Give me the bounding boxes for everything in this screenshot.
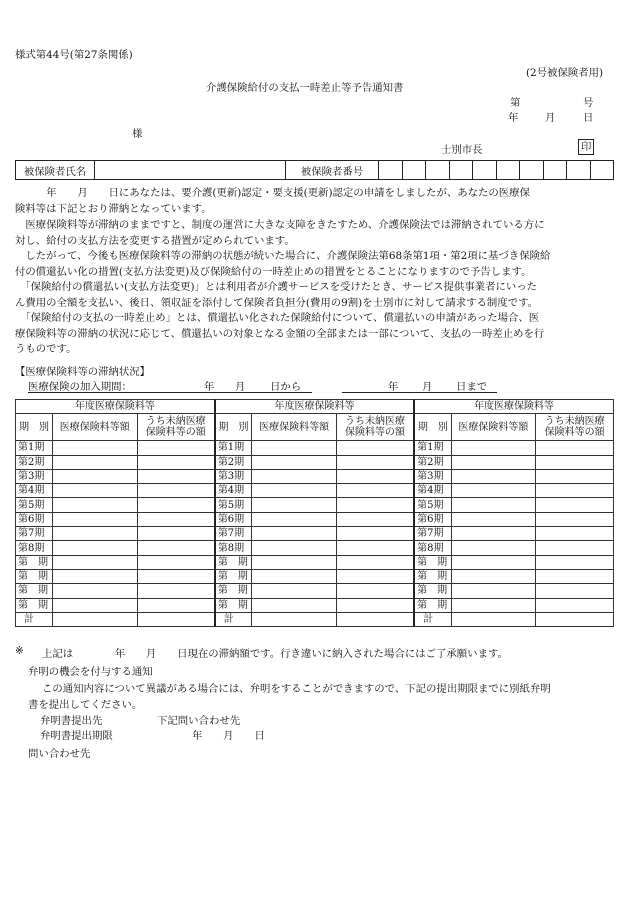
period-cell: 第6期 bbox=[414, 512, 451, 526]
paragraph-5-line-1: 「保険給付の支払の一時差止め」とは、償還払い化された保険給付について、償還払いの申請があった場合、医 bbox=[15, 312, 540, 324]
unpaid-cell[interactable] bbox=[536, 455, 614, 469]
period-cell: 第7期 bbox=[215, 527, 252, 541]
enrollment-period-label: 医療保険の加入期間： bbox=[28, 381, 132, 393]
period-cell: 第8期 bbox=[215, 541, 252, 555]
period-cell: 第 期 bbox=[215, 569, 252, 583]
period-cell: 第 期 bbox=[414, 598, 451, 612]
amount-cell[interactable] bbox=[451, 469, 536, 483]
paragraph-1-line-1: 年 月 日にあなたは、要介護(更新)認定・要支援(更新)認定の申請をしましたが、あなたの医療保 bbox=[15, 187, 530, 199]
arrears-row bbox=[16, 484, 614, 498]
submit-to-value: 下記問い合わせ先 bbox=[157, 715, 241, 727]
amount-cell[interactable] bbox=[52, 498, 137, 512]
unpaid-cell[interactable] bbox=[336, 584, 414, 598]
paragraph-4 bbox=[15, 280, 615, 311]
hearing-notice-text-2: 書を提出してください。 bbox=[28, 699, 143, 711]
unpaid-cell[interactable] bbox=[137, 555, 215, 569]
paragraph-5-line-2: 療保険料等の滞納の状況に応じて、償還払いの対象となる金額の全部または一部について、支払の一時差止めを行 bbox=[15, 327, 545, 340]
amount-cell[interactable] bbox=[52, 484, 137, 498]
total-amount-2[interactable] bbox=[252, 612, 337, 626]
paragraph-4-line-1: 「保険給付の償還払い(支払方法変更)」とは利用者が介護サービスを受けたとき、サービス提供事業者にいった bbox=[15, 281, 538, 293]
total-unpaid-2[interactable] bbox=[336, 612, 414, 626]
unpaid-cell[interactable] bbox=[137, 541, 215, 555]
unpaid-cell[interactable] bbox=[336, 541, 414, 555]
paragraph-4-line-2: ん費用の全額を支払い、後日、領収証を添付して保険者負担分(費用の9割)を士別市に対して請求する制度です。 bbox=[15, 296, 539, 309]
amount-cell[interactable] bbox=[252, 484, 337, 498]
amount-cell[interactable] bbox=[252, 469, 337, 483]
fiscal-year-group-3: 年度医療保険料等 bbox=[414, 400, 613, 414]
amount-cell[interactable] bbox=[252, 598, 337, 612]
unpaid-cell[interactable] bbox=[137, 484, 215, 498]
total-label-3: 計 bbox=[414, 612, 451, 626]
insured-info-table bbox=[15, 160, 614, 180]
insured-number-box-7[interactable] bbox=[520, 161, 544, 180]
doc-number-suffix: 号 bbox=[583, 97, 594, 109]
unpaid-cell[interactable] bbox=[536, 527, 614, 541]
arrears-row bbox=[16, 469, 614, 483]
paragraph-3 bbox=[15, 249, 615, 280]
unpaid-cell[interactable] bbox=[536, 584, 614, 598]
insured-number-box-10[interactable] bbox=[590, 161, 614, 180]
note-mark: ※ bbox=[15, 645, 24, 657]
col-period-1: 期 別 bbox=[16, 414, 53, 441]
insured-number-label: 被保険者番号 bbox=[286, 161, 379, 180]
unpaid-cell[interactable] bbox=[336, 555, 414, 569]
unpaid-cell[interactable] bbox=[536, 469, 614, 483]
arrears-row bbox=[16, 455, 614, 469]
arrears-row bbox=[16, 584, 614, 598]
paragraph-5-line-3: うものです。 bbox=[15, 343, 77, 355]
amount-cell[interactable] bbox=[52, 584, 137, 598]
amount-cell[interactable] bbox=[52, 455, 137, 469]
period-cell: 第 期 bbox=[16, 555, 53, 569]
period-cell: 第4期 bbox=[215, 484, 252, 498]
recipient-honorific: 様 bbox=[132, 128, 143, 140]
period-cell: 第5期 bbox=[414, 498, 451, 512]
deadline-value: 年 月 日 bbox=[192, 730, 265, 742]
period-cell: 第3期 bbox=[16, 469, 53, 483]
period-cell: 第3期 bbox=[414, 469, 451, 483]
arrears-table bbox=[15, 399, 614, 627]
hearing-notice-title: 弁明の機会を付与する通知 bbox=[28, 666, 153, 678]
insured-name-field[interactable] bbox=[95, 161, 286, 180]
unpaid-cell[interactable] bbox=[137, 469, 215, 483]
unpaid-cell[interactable] bbox=[336, 569, 414, 583]
period-cell: 第 期 bbox=[16, 569, 53, 583]
period-cell: 第6期 bbox=[16, 512, 53, 526]
col-amount-1: 医療保険料等額 bbox=[52, 414, 137, 441]
arrears-group-header-row bbox=[16, 400, 614, 414]
col-unpaid-3-line-2: 保険料等の額 bbox=[544, 427, 605, 439]
amount-cell[interactable] bbox=[451, 569, 536, 583]
period-to-month: 月 bbox=[422, 381, 433, 393]
amount-cell[interactable] bbox=[52, 512, 137, 526]
period-from-year: 年 bbox=[204, 381, 215, 393]
insured-number-box-8[interactable] bbox=[543, 161, 567, 180]
col-amount-2: 医療保険料等額 bbox=[252, 414, 337, 441]
period-cell: 第 期 bbox=[16, 598, 53, 612]
period-cell: 第5期 bbox=[16, 498, 53, 512]
issue-date-year: 年 bbox=[508, 112, 519, 124]
unpaid-cell[interactable] bbox=[536, 512, 614, 526]
amount-cell[interactable] bbox=[252, 527, 337, 541]
unpaid-cell[interactable] bbox=[336, 455, 414, 469]
unpaid-cell[interactable] bbox=[336, 469, 414, 483]
unpaid-cell[interactable] bbox=[137, 498, 215, 512]
arrears-section-title: 【医療保険料等の滞納状況】 bbox=[15, 366, 151, 378]
period-cell: 第 期 bbox=[16, 584, 53, 598]
contact-label: 問い合わせ先 bbox=[28, 748, 91, 760]
arrears-row bbox=[16, 541, 614, 555]
period-cell: 第2期 bbox=[414, 455, 451, 469]
period-cell: 第 期 bbox=[215, 598, 252, 612]
hearing-notice-text-1: この通知内容について異議がある場合には、弁明をすることができますので、下記の提出期限までに別紙弁明 bbox=[42, 683, 551, 695]
unpaid-cell[interactable] bbox=[137, 441, 215, 455]
amount-cell[interactable] bbox=[252, 584, 337, 598]
col-unpaid-1 bbox=[137, 414, 215, 441]
insured-number-box-5[interactable] bbox=[473, 161, 497, 180]
period-cell: 第4期 bbox=[16, 484, 53, 498]
period-from-underline bbox=[28, 392, 312, 393]
insured-number-box-1[interactable] bbox=[379, 161, 403, 180]
amount-cell[interactable] bbox=[451, 498, 536, 512]
period-cell: 第8期 bbox=[16, 541, 53, 555]
unpaid-cell[interactable] bbox=[336, 512, 414, 526]
col-unpaid-2-line-1: うち未納医療 bbox=[345, 416, 406, 428]
amount-cell[interactable] bbox=[451, 484, 536, 498]
arrears-row bbox=[16, 441, 614, 455]
unpaid-cell[interactable] bbox=[336, 498, 414, 512]
unpaid-cell[interactable] bbox=[137, 584, 215, 598]
unpaid-cell[interactable] bbox=[137, 569, 215, 583]
paragraph-2-line-2: 対し、給付の支払方法を変更する措置が定められています。 bbox=[15, 234, 295, 247]
paragraph-1-line-2: 険料等は下記とおり滞納となっています。 bbox=[15, 202, 212, 215]
unpaid-cell[interactable] bbox=[536, 598, 614, 612]
seal-char: 印 bbox=[578, 139, 594, 155]
amount-cell[interactable] bbox=[52, 555, 137, 569]
col-amount-3: 医療保険料等額 bbox=[451, 414, 536, 441]
submit-to-label: 弁明書提出先 bbox=[40, 715, 103, 727]
col-unpaid-2-line-2: 保険料等の額 bbox=[345, 427, 406, 439]
amount-cell[interactable] bbox=[52, 441, 137, 455]
unpaid-cell[interactable] bbox=[137, 512, 215, 526]
period-cell: 第1期 bbox=[414, 441, 451, 455]
total-unpaid-1[interactable] bbox=[137, 612, 215, 626]
total-label-2: 計 bbox=[215, 612, 252, 626]
col-unpaid-3-line-1: うち未納医療 bbox=[544, 416, 605, 428]
arrears-row bbox=[16, 498, 614, 512]
unpaid-cell[interactable] bbox=[336, 598, 414, 612]
period-cell: 第 期 bbox=[215, 584, 252, 598]
document-title: 介護保険給付の支払一時差止等予告通知書 bbox=[206, 82, 404, 94]
total-unpaid-3[interactable] bbox=[536, 612, 614, 626]
col-period-3: 期 別 bbox=[414, 414, 451, 441]
period-cell: 第7期 bbox=[16, 527, 53, 541]
unpaid-cell[interactable] bbox=[536, 441, 614, 455]
insured-number-box-3[interactable] bbox=[426, 161, 450, 180]
arrears-row bbox=[16, 555, 614, 569]
amount-cell[interactable] bbox=[451, 527, 536, 541]
insured-number-box-9[interactable] bbox=[567, 161, 591, 180]
fiscal-year-group-1: 年度医療保険料等 bbox=[16, 400, 215, 414]
paragraph-3-line-1: したがって、今後も医療保険料等の滞納の状態が続いた場合に、介護保険法第68条第1項・第2項に基づき保険給 bbox=[15, 250, 551, 262]
amount-cell[interactable] bbox=[252, 569, 337, 583]
col-unpaid-1-line-2: 保険料等の額 bbox=[145, 427, 206, 439]
unpaid-cell[interactable] bbox=[536, 484, 614, 498]
unpaid-cell[interactable] bbox=[336, 484, 414, 498]
insured-name-label: 被保険者氏名 bbox=[16, 161, 95, 180]
amount-cell[interactable] bbox=[52, 527, 137, 541]
unpaid-cell[interactable] bbox=[536, 569, 614, 583]
col-unpaid-2 bbox=[336, 414, 414, 441]
insured-type-label: (2号被保険者用) bbox=[526, 67, 604, 79]
issue-date-day: 日 bbox=[583, 112, 594, 124]
arrears-column-header-row bbox=[16, 414, 614, 441]
period-cell: 第6期 bbox=[215, 512, 252, 526]
insured-info-row bbox=[16, 161, 614, 180]
arrears-row bbox=[16, 512, 614, 526]
amount-cell[interactable] bbox=[252, 555, 337, 569]
period-cell: 第 期 bbox=[414, 569, 451, 583]
period-cell: 第 期 bbox=[215, 555, 252, 569]
period-from-month: 月 bbox=[235, 381, 246, 393]
unpaid-cell[interactable] bbox=[536, 555, 614, 569]
amount-cell[interactable] bbox=[252, 498, 337, 512]
col-period-2: 期 別 bbox=[215, 414, 252, 441]
form-number: 様式第44号(第27条関係) bbox=[15, 49, 133, 61]
col-unpaid-1-line-1: うち未納医療 bbox=[145, 416, 206, 428]
unpaid-cell[interactable] bbox=[536, 541, 614, 555]
arrears-row bbox=[16, 527, 614, 541]
amount-cell[interactable] bbox=[451, 598, 536, 612]
total-amount-1[interactable] bbox=[52, 612, 137, 626]
unpaid-cell[interactable] bbox=[137, 598, 215, 612]
seal-stamp bbox=[578, 139, 594, 155]
period-cell: 第1期 bbox=[16, 441, 53, 455]
insured-number-box-6[interactable] bbox=[496, 161, 520, 180]
col-unpaid-3 bbox=[536, 414, 614, 441]
arrears-row bbox=[16, 569, 614, 583]
period-cell: 第5期 bbox=[215, 498, 252, 512]
total-amount-3[interactable] bbox=[451, 612, 536, 626]
amount-cell[interactable] bbox=[451, 441, 536, 455]
period-cell: 第 期 bbox=[414, 584, 451, 598]
amount-cell[interactable] bbox=[52, 569, 137, 583]
issue-date-month: 月 bbox=[545, 112, 556, 124]
amount-cell[interactable] bbox=[451, 541, 536, 555]
period-cell: 第8期 bbox=[414, 541, 451, 555]
note-text: 上記は 年 月 日現在の滞納額です。行き違いに納入された場合にはご了承願います。 bbox=[42, 648, 508, 660]
mayor-title: 士別市長 bbox=[441, 144, 483, 156]
amount-cell[interactable] bbox=[451, 584, 536, 598]
insured-number-box-4[interactable] bbox=[449, 161, 473, 180]
arrears-total-row bbox=[16, 612, 614, 626]
paragraph-3-line-2: 付の償還払い化の措置(支払方法変更)及び保険給付の一時差止めの措置をとることになりますので予告します。 bbox=[15, 265, 532, 278]
paragraph-5 bbox=[15, 311, 615, 358]
paragraph-1 bbox=[15, 186, 615, 217]
paragraph-2 bbox=[15, 218, 615, 249]
amount-cell[interactable] bbox=[52, 469, 137, 483]
period-cell: 第4期 bbox=[414, 484, 451, 498]
amount-cell[interactable] bbox=[451, 555, 536, 569]
period-cell: 第1期 bbox=[215, 441, 252, 455]
fiscal-year-group-2: 年度医療保険料等 bbox=[215, 400, 414, 414]
period-to-year: 年 bbox=[388, 381, 399, 393]
doc-number-prefix: 第 bbox=[510, 97, 521, 109]
insured-number-box-2[interactable] bbox=[402, 161, 426, 180]
arrears-row bbox=[16, 598, 614, 612]
deadline-label: 弁明書提出期限 bbox=[40, 730, 113, 742]
period-cell: 第2期 bbox=[16, 455, 53, 469]
amount-cell[interactable] bbox=[52, 541, 137, 555]
period-cell: 第3期 bbox=[215, 469, 252, 483]
period-cell: 第2期 bbox=[215, 455, 252, 469]
period-from-day: 日から bbox=[270, 381, 302, 393]
amount-cell[interactable] bbox=[252, 455, 337, 469]
paragraph-2-line-1: 医療保険料等が滞納のままですと、制度の運営に大きな支障をきたすため、介護保険法では滞納されている方に bbox=[15, 219, 545, 231]
period-to-day: 日まで bbox=[456, 381, 488, 393]
amount-cell[interactable] bbox=[451, 455, 536, 469]
period-to-underline bbox=[342, 392, 497, 393]
unpaid-cell[interactable] bbox=[536, 498, 614, 512]
amount-cell[interactable] bbox=[451, 512, 536, 526]
total-label-1: 計 bbox=[16, 612, 53, 626]
period-cell: 第 期 bbox=[414, 555, 451, 569]
unpaid-cell[interactable] bbox=[336, 441, 414, 455]
amount-cell[interactable] bbox=[52, 598, 137, 612]
unpaid-cell[interactable] bbox=[336, 527, 414, 541]
unpaid-cell[interactable] bbox=[137, 527, 215, 541]
period-cell: 第7期 bbox=[414, 527, 451, 541]
amount-cell[interactable] bbox=[252, 541, 337, 555]
unpaid-cell[interactable] bbox=[137, 455, 215, 469]
amount-cell[interactable] bbox=[252, 441, 337, 455]
amount-cell[interactable] bbox=[252, 512, 337, 526]
